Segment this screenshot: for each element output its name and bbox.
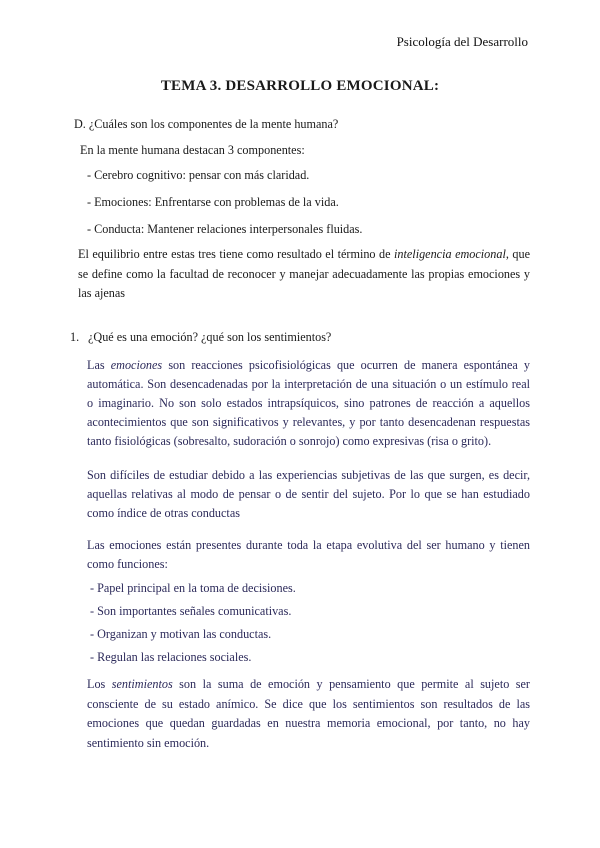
functions-intro-paragraph: Las emociones están presentes durante toda la etapa evolutiva del ser humano y tienen como funciones: <box>87 538 530 571</box>
function-item: - Son importantes señales comunicativas. <box>90 604 292 618</box>
paragraph-text: , que se define como la facultad de reconocer y manejar adecuadamente las propias emociones y las ajenas <box>78 247 530 300</box>
paragraph-text: El equilibrio entre estas tres tiene como resultado el término de <box>78 247 395 261</box>
component-item: - Emociones: Enfrentarse con problemas de la vida. <box>87 195 339 209</box>
section-1-number: 1. <box>70 330 80 344</box>
study-paragraph: Son difíciles de estudiar debido a las experiencias subjetivas de las que surgen, es decir, aquellas relativas al modo de pensar o de sentir del sujeto. Por lo que se han estudiado como índice de otras conductas <box>87 468 530 520</box>
function-item: - Regulan las relaciones sociales. <box>90 650 252 664</box>
page-title: TEMA 3. DESARROLLO EMOCIONAL: <box>160 78 440 94</box>
paragraph-text: son reacciones psicofisiológicas que ocurren de manera espontánea y automática. Son desencadenadas por la interpretación de una situación o un estímulo real o imaginario. No son solo estados intrapsíquicos, sino patrones de reacción a aquellos acontecimientos que son significativos y relevantes, y por tanto desencadenan respuestas tanto fisiológicas (sobresalto, sudoración o sonrojo) como expresivas (risa o grito). <box>87 358 530 448</box>
paragraph-text: Las <box>87 358 111 372</box>
function-item: - Organizan y motivan las conductas. <box>90 627 272 641</box>
section-d-heading: D. ¿Cuáles son los componentes de la mente humana? <box>74 117 339 131</box>
term-emotional-intelligence: inteligencia emocional <box>394 247 506 261</box>
paragraph-text: Los <box>87 677 112 691</box>
emotional-intelligence-paragraph <box>78 245 530 304</box>
emotions-paragraph <box>87 356 530 451</box>
term-feelings: sentimientos <box>111 677 173 691</box>
term-emotions: emociones <box>110 358 163 372</box>
component-item: - Conducta: Mantener relaciones interpersonales fluidas. <box>87 222 363 236</box>
page-header-subject: Psicología del Desarrollo <box>396 34 528 49</box>
feelings-paragraph <box>87 675 530 753</box>
function-item: - Papel principal en la toma de decisiones. <box>90 581 296 595</box>
paragraph-text: son la suma de emoción y pensamiento que permite al sujeto ser consciente de su estado anímico. Se dice que los sentimientos son resultados de las emociones que quedan guardadas en nuestra memoria emocional, por tanto, no hay sentimiento sin emoción. <box>87 677 530 750</box>
section-d-intro: En la mente humana destacan 3 componentes: <box>80 143 305 157</box>
section-1-heading: ¿Qué es una emoción? ¿qué son los sentimientos? <box>88 330 332 344</box>
component-item: - Cerebro cognitivo: pensar con más claridad. <box>87 168 310 182</box>
